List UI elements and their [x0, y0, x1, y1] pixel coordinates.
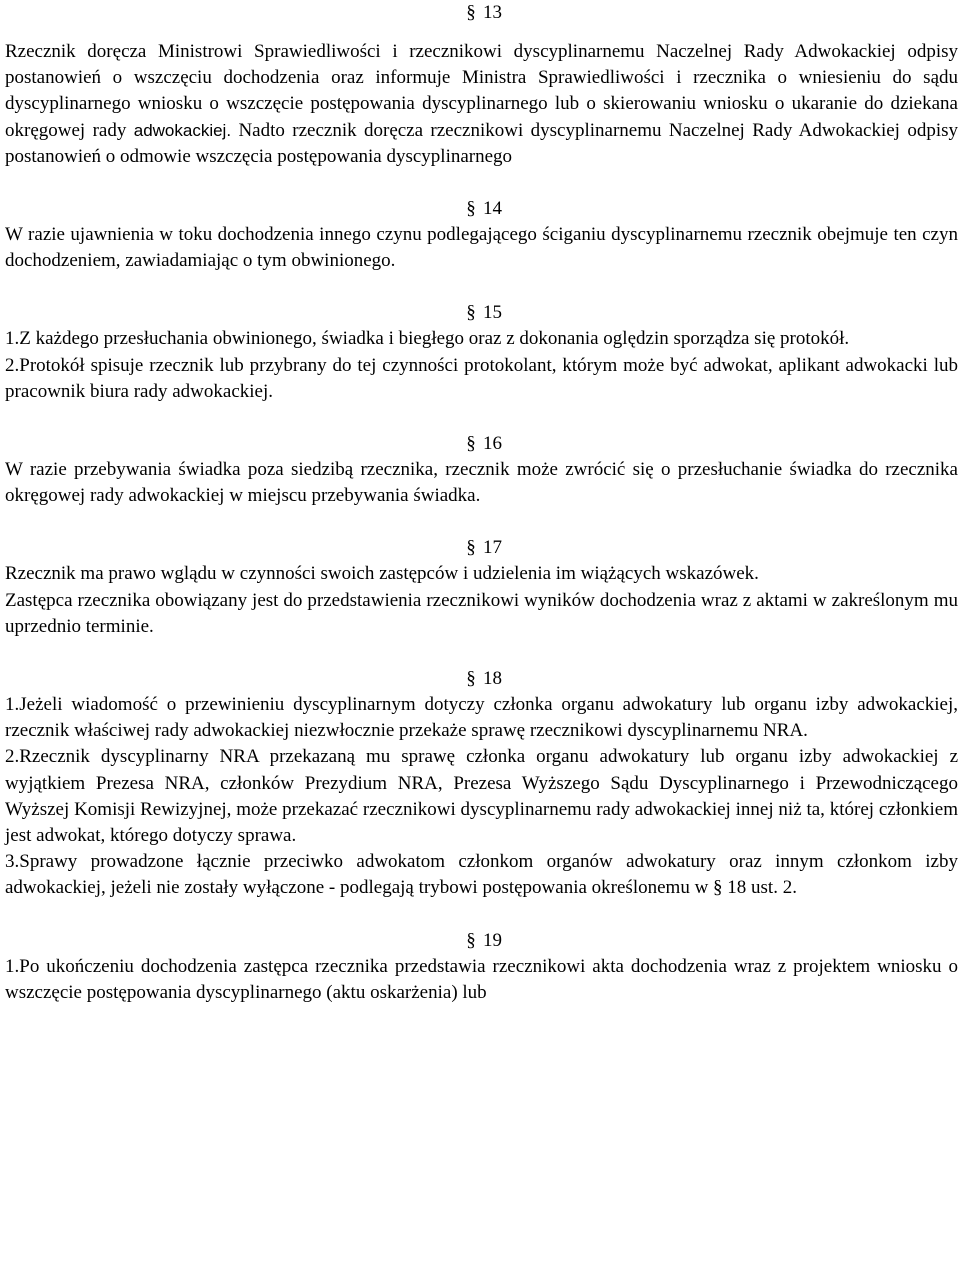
section-sign-icon: § — [466, 198, 476, 220]
section-sign-icon: § — [466, 537, 476, 559]
paragraph: W razie ujawnienia w toku dochodzenia innego czynu podlegającego ściganiu dyscyplinarnemu rzecznik obejmuje ten czyn dochodzeniem, zawiadamiając o tym obwinionego. — [5, 224, 958, 272]
section-heading — [5, 666, 958, 692]
section-heading — [5, 300, 958, 326]
section-sign-icon: § — [466, 929, 476, 951]
document-page — [5, 0, 958, 1006]
section-sign-icon: § — [466, 668, 476, 690]
section-number: 13 — [483, 2, 502, 23]
paragraph: 3.Sprawy prowadzone łącznie przeciwko adwokatom członkom organów adwokatury oraz innym członkom izby adwokackiej, jeżeli nie zostały wyłączone - podlegają trybowi postępowania określonemu w § 18 ust. 2. — [5, 851, 958, 899]
section-sign-icon: § — [466, 2, 476, 23]
section-19 — [5, 928, 958, 1006]
section-heading — [5, 928, 958, 954]
section-number: 15 — [483, 302, 502, 324]
section-18 — [5, 666, 958, 902]
section-number: 16 — [483, 433, 502, 455]
section-sign-icon: § — [466, 433, 476, 455]
section-number: 14 — [483, 198, 502, 220]
section-heading — [5, 535, 958, 561]
section-number: 17 — [483, 537, 502, 559]
paragraph-text: Rzecznik doręcza Ministrowi Sprawiedliwości i rzecznikowi dyscyplinarnemu Naczelnej Rady Adwokackiej odpisy postanowień o wszczęciu dochodzenia oraz informuje Ministra Sprawiedliwości i rzecznika o wniesieniu do sądu dyscyplinarnego wniosku o wszczęcie postępowania dyscyplinarnego lub o skierowaniu wniosku o ukaranie do dziekana okręgowej rady — [5, 41, 958, 141]
section-17 — [5, 535, 958, 640]
section-number: 18 — [483, 668, 502, 690]
paragraph: 2.Protokół spisuje rzecznik lub przybrany do tej czynności protokolant, którym może być adwokat, aplikant adwokacki lub pracownik biura rady adwokackiej. — [5, 354, 958, 402]
section-16 — [5, 431, 958, 509]
paragraph: 1.Jeżeli wiadomość o przewinieniu dyscyplinarnym dotyczy członka organu adwokatury lub organu izby adwokackiej, rzecznik właściwej rady adwokackiej niezwłocznie przekaże sprawę rzecznikowi dyscyplinarnemu NRA. — [5, 694, 958, 742]
section-14 — [5, 196, 958, 274]
section-number: 19 — [483, 929, 502, 951]
paragraph: 1.Z każdego przesłuchania obwinionego, świadka i biegłego oraz z dokonania oględzin sporządza się protokół. — [5, 328, 850, 350]
paragraph: 1.Po ukończeniu dochodzenia zastępca rzecznika przedstawia rzecznikowi akta dochodzenia wraz z projektem wniosku o wszczęcie postępowania dyscyplinarnego (aktu oskarżenia) lub — [5, 955, 958, 1003]
paragraph — [5, 39, 958, 170]
section-heading — [5, 0, 958, 26]
paragraph-text-sans: adwokackiej. — [133, 120, 232, 140]
paragraph: W razie przebywania świadka poza siedzibą rzecznika, rzecznik może zwrócić się o przesłuchanie świadka do rzecznika okręgowej rady adwokackiej w miejscu przebywania świadka. — [5, 459, 958, 507]
section-heading — [5, 431, 958, 457]
section-heading — [5, 196, 958, 222]
section-13 — [5, 0, 958, 170]
paragraph-text: Nadto rzecznik doręcza rzecznikowi dyscyplinarnemu Naczelnej Rady Adwokackiej odpisy postanowień o odmowie wszczęcia postępowania dyscyplinarnego — [5, 119, 958, 167]
section-15 — [5, 300, 958, 405]
paragraph: 2.Rzecznik dyscyplinarny NRA przekazaną mu sprawę członka organu adwokatury lub organu izby adwokackiej z wyjątkiem Prezesa NRA, członków Prezydium NRA, Prezesa Wyższego Sądu Dyscyplinarnego i Przewodniczącego Wyższej Komisji Rewizyjnej, może przekazać rzecznikowi dyscyplinarnemu rady adwokackiej innej niż ta, której członkiem jest adwokat, którego dotyczy sprawa. — [5, 746, 958, 847]
paragraph: Zastępca rzecznika obowiązany jest do przedstawienia rzecznikowi wyników dochodzenia wraz z aktami w zakreślonym mu uprzednio terminie. — [5, 589, 958, 637]
paragraph: Rzecznik ma prawo wglądu w czynności swoich zastępców i udzielenia im wiążących wskazówek. — [5, 563, 759, 585]
section-sign-icon: § — [466, 302, 476, 324]
